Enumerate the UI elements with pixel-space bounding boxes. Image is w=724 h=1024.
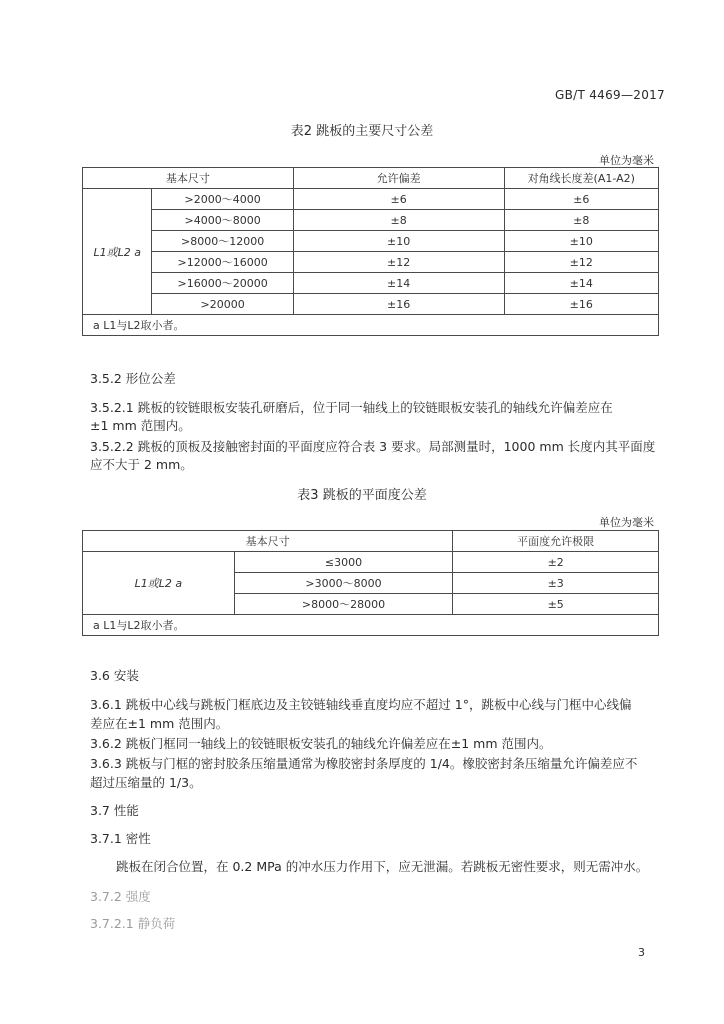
table2-header-diagonal: 对角线长度差(A1-A2): [504, 168, 659, 189]
standard-number: GB/T 4469—2017: [555, 88, 665, 102]
para-371-text: 跳板在闭合位置，在 0.2 MPa 的冲水压力作用下，应无泄漏。若跳板无密性要求，则无需冲水。: [116, 859, 649, 874]
table3-size-cell: ≤3000: [234, 552, 453, 573]
section-36-heading: 3.6 安装: [90, 668, 139, 683]
table2-tol-cell: ±10: [293, 231, 504, 252]
table2-tol-cell: ±6: [293, 189, 504, 210]
para-361-line2: 差应在±1 mm 范围内。: [90, 716, 229, 731]
table2: [82, 167, 659, 336]
table2-size-cell: >8000～12000: [152, 231, 293, 252]
table2-diag-cell: ±6: [504, 189, 659, 210]
table3-row-label: L1或L2 a: [83, 552, 235, 615]
table2-diag-cell: ±8: [504, 210, 659, 231]
section-3721-heading: 3.7.2.1 静负荷: [90, 916, 176, 931]
para-3522-line2: 应不大于 2 mm。: [90, 457, 193, 472]
table3-limit-cell: ±5: [453, 594, 659, 615]
table3-limit-cell: ±3: [453, 573, 659, 594]
table-row: [83, 231, 659, 252]
table2-header-size: 基本尺寸: [83, 168, 294, 189]
para-3522-line1: 3.5.2.2 跳板的顶板及接触密封面的平面度应符合表 3 要求。局部测量时，1000 mm 长度内其平面度: [90, 439, 656, 454]
para-361-line1: 3.6.1 跳板中心线与跳板门框底边及主铰链轴线垂直度均应不超过 1°，跳板中心线与门框中心线偏: [90, 697, 632, 712]
table2-tol-cell: ±16: [293, 294, 504, 315]
table-row: [83, 273, 659, 294]
table2-diag-cell: ±16: [504, 294, 659, 315]
table3-caption: 表3 跳板的平面度公差: [297, 488, 427, 503]
para-363-line2: 超过压缩量的 1/3。: [90, 775, 202, 790]
table-row: [83, 294, 659, 315]
section-371-heading: 3.7.1 密性: [90, 831, 151, 846]
section-352-heading: 3.5.2 形位公差: [90, 371, 176, 386]
table3-limit-cell: ±2: [453, 552, 659, 573]
table-row: [83, 210, 659, 231]
table2-note-row: [83, 315, 659, 336]
table2-size-cell: >16000～20000: [152, 273, 293, 294]
section-372-heading: 3.7.2 强度: [90, 889, 151, 904]
para-363-line1: 3.6.3 跳板与门框的密封胶条压缩量通常为橡胶密封条厚度的 1/4。橡胶密封条压缩量允许偏差应不: [90, 756, 638, 771]
table2-row-label: L1或L2 a: [83, 189, 152, 315]
table-row: [83, 189, 659, 210]
table3-size-cell: >3000～8000: [234, 573, 453, 594]
table2-diag-cell: ±14: [504, 273, 659, 294]
table2-diag-cell: ±12: [504, 252, 659, 273]
table-row: [83, 552, 659, 573]
para-362: 3.6.2 跳板门框同一轴线上的铰链眼板安装孔的轴线允许偏差应在±1 mm 范围内。: [90, 736, 552, 751]
table-row: [83, 252, 659, 273]
para-3521-line1: 3.5.2.1 跳板的铰链眼板安装孔研磨后，位于同一轴线上的铰链眼板安装孔的轴线允许偏差应在: [90, 400, 613, 415]
para-3521-line2: ±1 mm 范围内。: [90, 418, 191, 433]
table2-unit: 单位为毫米: [599, 154, 654, 167]
table2-size-cell: >4000～8000: [152, 210, 293, 231]
table2-caption: 表2 跳板的主要尺寸公差: [290, 124, 434, 139]
table2-size-cell: >12000～16000: [152, 252, 293, 273]
table2-size-cell: >20000: [152, 294, 293, 315]
table3-header-size: 基本尺寸: [83, 531, 453, 552]
table2-size-cell: >2000～4000: [152, 189, 293, 210]
table2-header-tolerance: 允许偏差: [293, 168, 504, 189]
table2-header-row: [83, 168, 659, 189]
page-number: 3: [638, 946, 645, 959]
section-37-heading: 3.7 性能: [90, 803, 139, 818]
table2-note: a L1与L2取小者。: [83, 315, 659, 336]
table3-size-cell: >8000～28000: [234, 594, 453, 615]
table2-tol-cell: ±14: [293, 273, 504, 294]
table3-unit: 单位为毫米: [599, 516, 654, 529]
table3-header-row: [83, 531, 659, 552]
table2-diag-cell: ±10: [504, 231, 659, 252]
table3: [82, 530, 659, 636]
table2-tol-cell: ±8: [293, 210, 504, 231]
table3-header-limit: 平面度允许极限: [453, 531, 659, 552]
table2-tol-cell: ±12: [293, 252, 504, 273]
table3-note: a L1与L2取小者。: [83, 615, 659, 636]
table3-note-row: [83, 615, 659, 636]
